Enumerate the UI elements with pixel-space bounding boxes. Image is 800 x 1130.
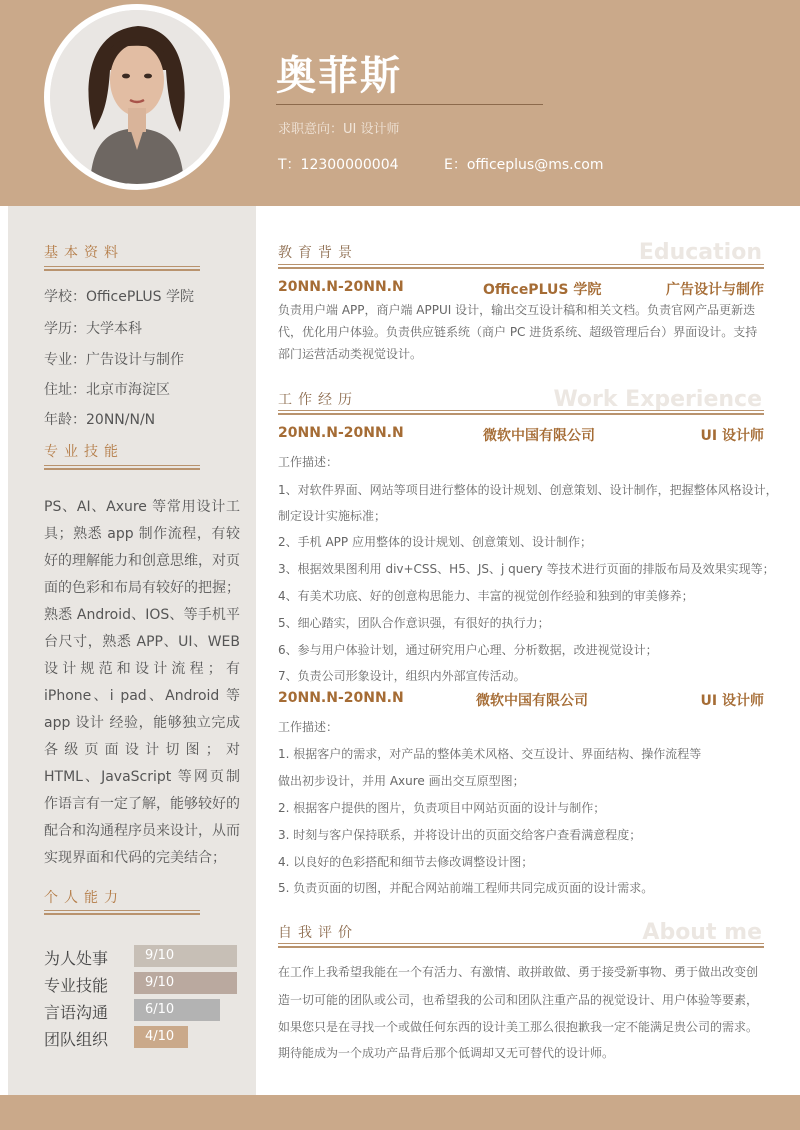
education-date: 20NN.N-20NN.N bbox=[278, 279, 404, 295]
ability-label: 专业技能 bbox=[44, 976, 109, 995]
education-major: 广告设计与制作 bbox=[666, 282, 764, 298]
ability-label: 团队组织 bbox=[44, 1030, 109, 1049]
ability-title: 个人能力 bbox=[44, 890, 124, 906]
basic-info-title: 基本资料 bbox=[44, 245, 124, 261]
ability-bar bbox=[134, 1026, 248, 1048]
job-desc-line: 做出初步设计，并用 Axure 画出交互原型图； bbox=[278, 774, 525, 788]
education-title: 教育背景 bbox=[278, 245, 358, 261]
job-desc-line: 2. 根据客户提供的图片，负责项目中网站页面的设计与制作； bbox=[278, 801, 606, 815]
job-desc-line: 4、有美术功底、好的创意构思能力、丰富的视觉创作经验和独到的审美修养； bbox=[278, 589, 694, 603]
info-address: 住址：北京市海淀区 bbox=[44, 382, 170, 398]
skills-text: PS、AI、Axure 等常用设计工具；熟悉 app 制作流程，有较好的理解能力和创意思维，对页面的色彩和布局有较好的把握；熟悉 Android、IOS、等手机平台尺寸，熟悉 APP、UI、WEB设计规范和设计流程；有 iPhone、i pad、Android 等 app 设计 经验，能够独立完成各级页面设计切图；对 HTML、JavaScript 等网页制作语言有一定了解，能够较好的配合和沟通程序员来设计，从而实现界面和代码的完美结合； bbox=[44, 499, 240, 866]
portrait-photo bbox=[50, 10, 224, 184]
job-company: 微软中国有限公司 bbox=[483, 428, 595, 444]
job-desc-line: 3. 时刻与客户保持联系，并将设计出的页面交给客户查看满意程度； bbox=[278, 828, 642, 842]
skills-rule bbox=[44, 465, 200, 470]
job-date: 20NN.N-20NN.N bbox=[278, 425, 404, 441]
about-line: 如果您只是在寻找一个或做任何东西的设计美工那么很抱歉我一定不能满足贵公司的需求。 bbox=[278, 1020, 759, 1034]
avatar bbox=[50, 10, 224, 184]
ability-score: 6/10 bbox=[145, 1002, 175, 1017]
education-rule bbox=[278, 264, 764, 269]
job-role: UI 设计师 bbox=[700, 428, 764, 444]
ability-rule bbox=[44, 910, 200, 915]
ability-score: 9/10 bbox=[145, 975, 175, 990]
about-line: 期待能成为一个成功产品背后那个低调却又无可替代的设计师。 bbox=[278, 1046, 615, 1060]
job-desc-label: 工作描述： bbox=[278, 455, 339, 469]
job-desc-line: 1、对软件界面、网站等项目进行整体的设计规划、创意策划、设计制作，把握整体风格设计， bbox=[278, 483, 778, 497]
education-desc: 负责用户端 APP，商户端 APPUI 设计，输出交互设计稿和相关文档。负责官网产品更新迭代，优化用户体验。负责供应链系统（商户 PC 进货系统、超级管理后台）界面设计。支持部门运营活动类视觉设计。 bbox=[278, 303, 758, 361]
job-desc-line: 4. 以良好的色彩搭配和细节去修改调整设计图； bbox=[278, 855, 534, 869]
education-school: OfficePLUS 学院 bbox=[483, 282, 602, 298]
info-degree: 学历：大学本科 bbox=[44, 321, 142, 337]
about-line: 在工作上我希望我能在一个有活力、有激情、敢拼敢做、勇于接受新事物、勇于做出改变创 bbox=[278, 965, 759, 979]
education-title-en: Education bbox=[638, 240, 762, 265]
ability-score: 9/10 bbox=[145, 948, 175, 963]
about-title: 自我评价 bbox=[278, 925, 358, 941]
job-desc-line: 5、细心踏实，团队合作意识强，有很好的执行力； bbox=[278, 616, 550, 630]
work-title: 工作经历 bbox=[278, 392, 358, 408]
job-date: 20NN.N-20NN.N bbox=[278, 690, 404, 706]
name-divider bbox=[276, 104, 543, 105]
job-desc-line: 1. 根据客户的需求，对产品的整体美术风格、交互设计、界面结构、操作流程等 bbox=[278, 747, 702, 761]
job-role: UI 设计师 bbox=[700, 693, 764, 709]
about-rule bbox=[278, 943, 764, 948]
ability-label: 言语沟通 bbox=[44, 1003, 109, 1022]
ability-bar bbox=[134, 972, 248, 994]
work-rule bbox=[278, 410, 764, 415]
job-company: 微软中国有限公司 bbox=[476, 693, 588, 709]
candidate-name: 奥菲斯 bbox=[276, 53, 402, 99]
job-desc-line: 2、手机 APP 应用整体的设计规划、创意策划、设计制作； bbox=[278, 535, 592, 549]
basic-info-rule bbox=[44, 266, 200, 271]
job-desc-line: 制定设计实施标准； bbox=[278, 509, 387, 523]
job-desc-line: 7、负责公司形象设计，组织内外部宣传活动。 bbox=[278, 669, 526, 683]
email-text: E：officeplus@ms.com bbox=[444, 157, 604, 173]
about-line: 造一切可能的团队或公司，也希望我的公司和团队注重产品的视觉设计、用户体验等要素， bbox=[278, 993, 759, 1007]
ability-bar bbox=[134, 999, 220, 1021]
ability-score: 4/10 bbox=[145, 1029, 175, 1044]
info-major: 专业：广告设计与制作 bbox=[44, 352, 184, 368]
info-age: 年龄：20NN/N/N bbox=[44, 412, 156, 428]
job-desc-line: 5. 负责页面的切图，并配合网站前端工程师共同完成页面的设计需求。 bbox=[278, 881, 654, 895]
job-desc-line: 6、参与用户体验计划，通过研究用户心理、分析数据，改进视觉设计； bbox=[278, 643, 658, 657]
job-intent: 求职意向：UI 设计师 bbox=[278, 122, 400, 137]
ability-label: 为人处事 bbox=[44, 949, 109, 968]
work-title-en: Work Experience bbox=[553, 387, 762, 412]
info-school: 学校：OfficePLUS 学院 bbox=[44, 289, 194, 305]
job-desc-line: 3、根据效果图利用 div+CSS、H5、JS、j query 等技术进行页面的排版布局及效果实现等； bbox=[278, 562, 775, 576]
phone-text: T：12300000004 bbox=[278, 157, 399, 173]
job-desc-label: 工作描述： bbox=[278, 720, 339, 734]
ability-bar bbox=[134, 945, 248, 967]
skills-title: 专业技能 bbox=[44, 444, 124, 460]
about-title-en: About me bbox=[642, 920, 762, 945]
footer-bar bbox=[0, 1095, 800, 1130]
